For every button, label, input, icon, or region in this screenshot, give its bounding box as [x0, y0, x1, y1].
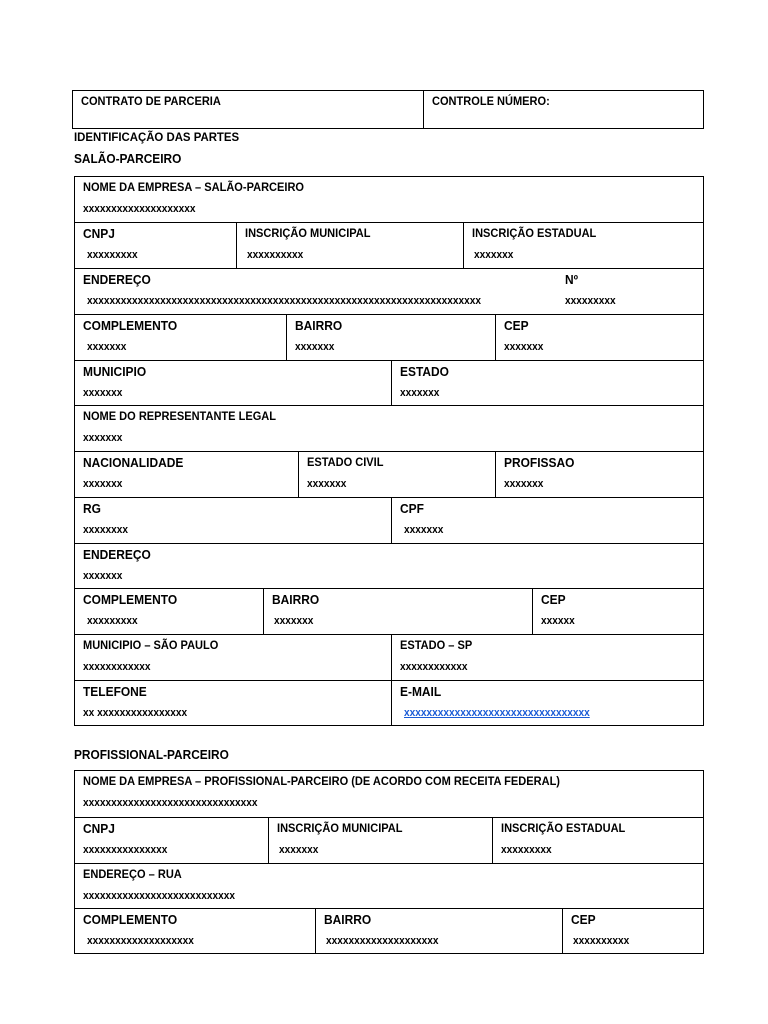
salon-address-field[interactable]	[75, 269, 703, 314]
salon-representative-field[interactable]	[75, 406, 703, 451]
salon-cnpj-label: CNPJ	[83, 226, 115, 241]
professional-complement-field[interactable]	[75, 909, 315, 954]
professional-table	[74, 770, 704, 954]
salon-number-value: xxxxxxxxx	[565, 295, 616, 307]
professional-address-label: ENDEREÇO – RUA	[83, 867, 182, 881]
salon-cep2-field[interactable]	[532, 589, 703, 634]
salon-city2-value: xxxxxxxxxxxx	[83, 661, 151, 673]
salon-address2-field[interactable]	[75, 544, 703, 589]
salon-rg-value: xxxxxxxx	[83, 524, 129, 536]
salon-address-value: xxxxxxxxxxxxxxxxxxxxxxxxxxxxxxxxxxxxxxxxxxxxxxxxxxxxxxxxxxxxxxxxxxxxxx	[87, 295, 481, 307]
salon-cep2-label: CEP	[541, 592, 566, 607]
professional-address-field[interactable]	[75, 864, 703, 909]
salon-district2-label: BAIRRO	[272, 592, 320, 607]
professional-complement-label: COMPLEMENTO	[83, 912, 178, 927]
salon-cep-value: xxxxxxx	[504, 341, 544, 353]
professional-company-name-field[interactable]	[75, 771, 703, 816]
professional-cep-label: CEP	[571, 912, 596, 927]
salon-complement2-value: xxxxxxxxx	[87, 615, 138, 627]
salon-district-field[interactable]	[286, 315, 495, 360]
salon-city-label: MUNICIPIO	[83, 364, 147, 379]
salon-complement-value: xxxxxxx	[87, 341, 127, 353]
salon-address2-label: ENDEREÇO	[83, 547, 151, 562]
salon-state-label: ESTADO	[400, 364, 449, 379]
salon-representative-value: xxxxxxx	[83, 432, 123, 444]
professional-municipal-field[interactable]	[268, 818, 492, 863]
salon-state-reg-value: xxxxxxx	[474, 249, 514, 261]
salon-state2-label: ESTADO – SP	[400, 638, 473, 652]
professional-district-field[interactable]	[315, 909, 562, 954]
professional-state-reg-value: xxxxxxxxx	[501, 844, 552, 856]
professional-district-label: BAIRRO	[324, 912, 372, 927]
salon-nationality-field[interactable]	[75, 452, 298, 497]
salon-cnpj-field[interactable]	[75, 223, 236, 268]
salon-rg-label: RG	[83, 501, 101, 516]
salon-state-reg-label: INSCRIÇÃO ESTADUAL	[472, 226, 597, 240]
salon-representative-label: NOME DO REPRESENTANTE LEGAL	[83, 409, 277, 423]
salon-phone-label: TELEFONE	[83, 684, 147, 699]
salon-address-label: ENDEREÇO	[83, 272, 151, 287]
salon-email-link[interactable]: xxxxxxxxxxxxxxxxxxxxxxxxxxxxxxxxx	[404, 707, 590, 719]
salon-table	[74, 176, 704, 726]
professional-district-value: xxxxxxxxxxxxxxxxxxxx	[326, 935, 439, 947]
salon-civil-status-value: xxxxxxx	[307, 478, 347, 490]
salon-municipal-field[interactable]	[236, 223, 463, 268]
salon-phone-field[interactable]	[75, 681, 391, 726]
salon-company-name-field[interactable]	[75, 177, 703, 222]
salon-district-label: BAIRRO	[295, 318, 343, 333]
salon-civil-status-field[interactable]	[298, 452, 495, 497]
professional-cep-value: xxxxxxxxxx	[573, 935, 630, 947]
salon-cpf-value: xxxxxxx	[404, 524, 444, 536]
professional-complement-value: xxxxxxxxxxxxxxxxxxx	[87, 935, 194, 947]
salon-complement-field[interactable]	[75, 315, 286, 360]
salon-company-name-value: xxxxxxxxxxxxxxxxxxxx	[83, 203, 196, 215]
contract-header-box	[72, 90, 704, 129]
salon-state2-value: xxxxxxxxxxxx	[400, 661, 468, 673]
salon-address2-value: xxxxxxx	[83, 570, 123, 582]
salon-cep-label: CEP	[504, 318, 529, 333]
salon-email-field[interactable]	[391, 681, 703, 726]
salon-state-value: xxxxxxx	[400, 387, 440, 399]
salon-state-field[interactable]	[391, 361, 703, 406]
salon-cep2-value: xxxxxx	[541, 615, 575, 627]
professional-company-name-value: xxxxxxxxxxxxxxxxxxxxxxxxxxxxxxx	[83, 797, 258, 809]
salon-city2-label: MUNICIPIO – SÃO PAULO	[83, 638, 219, 652]
salon-profession-value: xxxxxxx	[504, 478, 544, 490]
professional-state-reg-field[interactable]	[492, 818, 703, 863]
professional-municipal-value: xxxxxxx	[279, 844, 319, 856]
control-number-cell[interactable]	[423, 91, 703, 128]
professional-cnpj-value: xxxxxxxxxxxxxxx	[83, 844, 168, 856]
control-number-label: CONTROLE NÚMERO:	[432, 94, 550, 108]
professional-address-value: xxxxxxxxxxxxxxxxxxxxxxxxxxx	[83, 890, 235, 902]
salon-state-reg-field[interactable]	[463, 223, 703, 268]
salon-section-title: SALÃO-PARCEIRO	[74, 152, 182, 166]
salon-city2-field[interactable]	[75, 635, 391, 680]
salon-company-name-label: NOME DA EMPRESA – SALÃO-PARCEIRO	[83, 180, 305, 194]
professional-state-reg-label: INSCRIÇÃO ESTADUAL	[501, 821, 626, 835]
salon-cep-field[interactable]	[495, 315, 703, 360]
salon-email-label: E-MAIL	[400, 684, 442, 699]
salon-civil-status-label: ESTADO CIVIL	[307, 455, 384, 469]
professional-cnpj-field[interactable]	[75, 818, 268, 863]
salon-city-field[interactable]	[75, 361, 391, 406]
professional-cnpj-label: CNPJ	[83, 821, 115, 836]
salon-profession-field[interactable]	[495, 452, 703, 497]
salon-rg-field[interactable]	[75, 498, 391, 543]
salon-nationality-value: xxxxxxx	[83, 478, 123, 490]
salon-profession-label: PROFISSAO	[504, 455, 575, 470]
contract-label-cell	[73, 91, 423, 128]
salon-state2-field[interactable]	[391, 635, 703, 680]
salon-cpf-label: CPF	[400, 501, 424, 516]
professional-municipal-label: INSCRIÇÃO MUNICIPAL	[277, 821, 403, 835]
salon-district-value: xxxxxxx	[295, 341, 335, 353]
salon-cpf-field[interactable]	[391, 498, 703, 543]
salon-complement2-label: COMPLEMENTO	[83, 592, 178, 607]
salon-city-value: xxxxxxx	[83, 387, 123, 399]
salon-district2-value: xxxxxxx	[274, 615, 314, 627]
salon-nationality-label: NACIONALIDADE	[83, 455, 184, 470]
contract-label: CONTRATO DE PARCERIA	[81, 94, 221, 108]
professional-cep-field[interactable]	[562, 909, 703, 954]
salon-district2-field[interactable]	[263, 589, 532, 634]
professional-section-title: PROFISSIONAL-PARCEIRO	[74, 748, 229, 762]
salon-municipal-label: INSCRIÇÃO MUNICIPAL	[245, 226, 371, 240]
salon-complement2-field[interactable]	[75, 589, 263, 634]
salon-phone-value: xx xxxxxxxxxxxxxxxx	[83, 707, 188, 719]
salon-municipal-value: xxxxxxxxxx	[247, 249, 304, 261]
salon-number-label: Nº	[565, 272, 579, 287]
professional-company-name-label: NOME DA EMPRESA – PROFISSIONAL-PARCEIRO (DE ACORDO COM RECEITA FEDERAL)	[83, 774, 560, 788]
salon-cnpj-value: xxxxxxxxx	[87, 249, 138, 261]
identification-heading: IDENTIFICAÇÃO DAS PARTES	[74, 130, 240, 144]
salon-complement-label: COMPLEMENTO	[83, 318, 178, 333]
